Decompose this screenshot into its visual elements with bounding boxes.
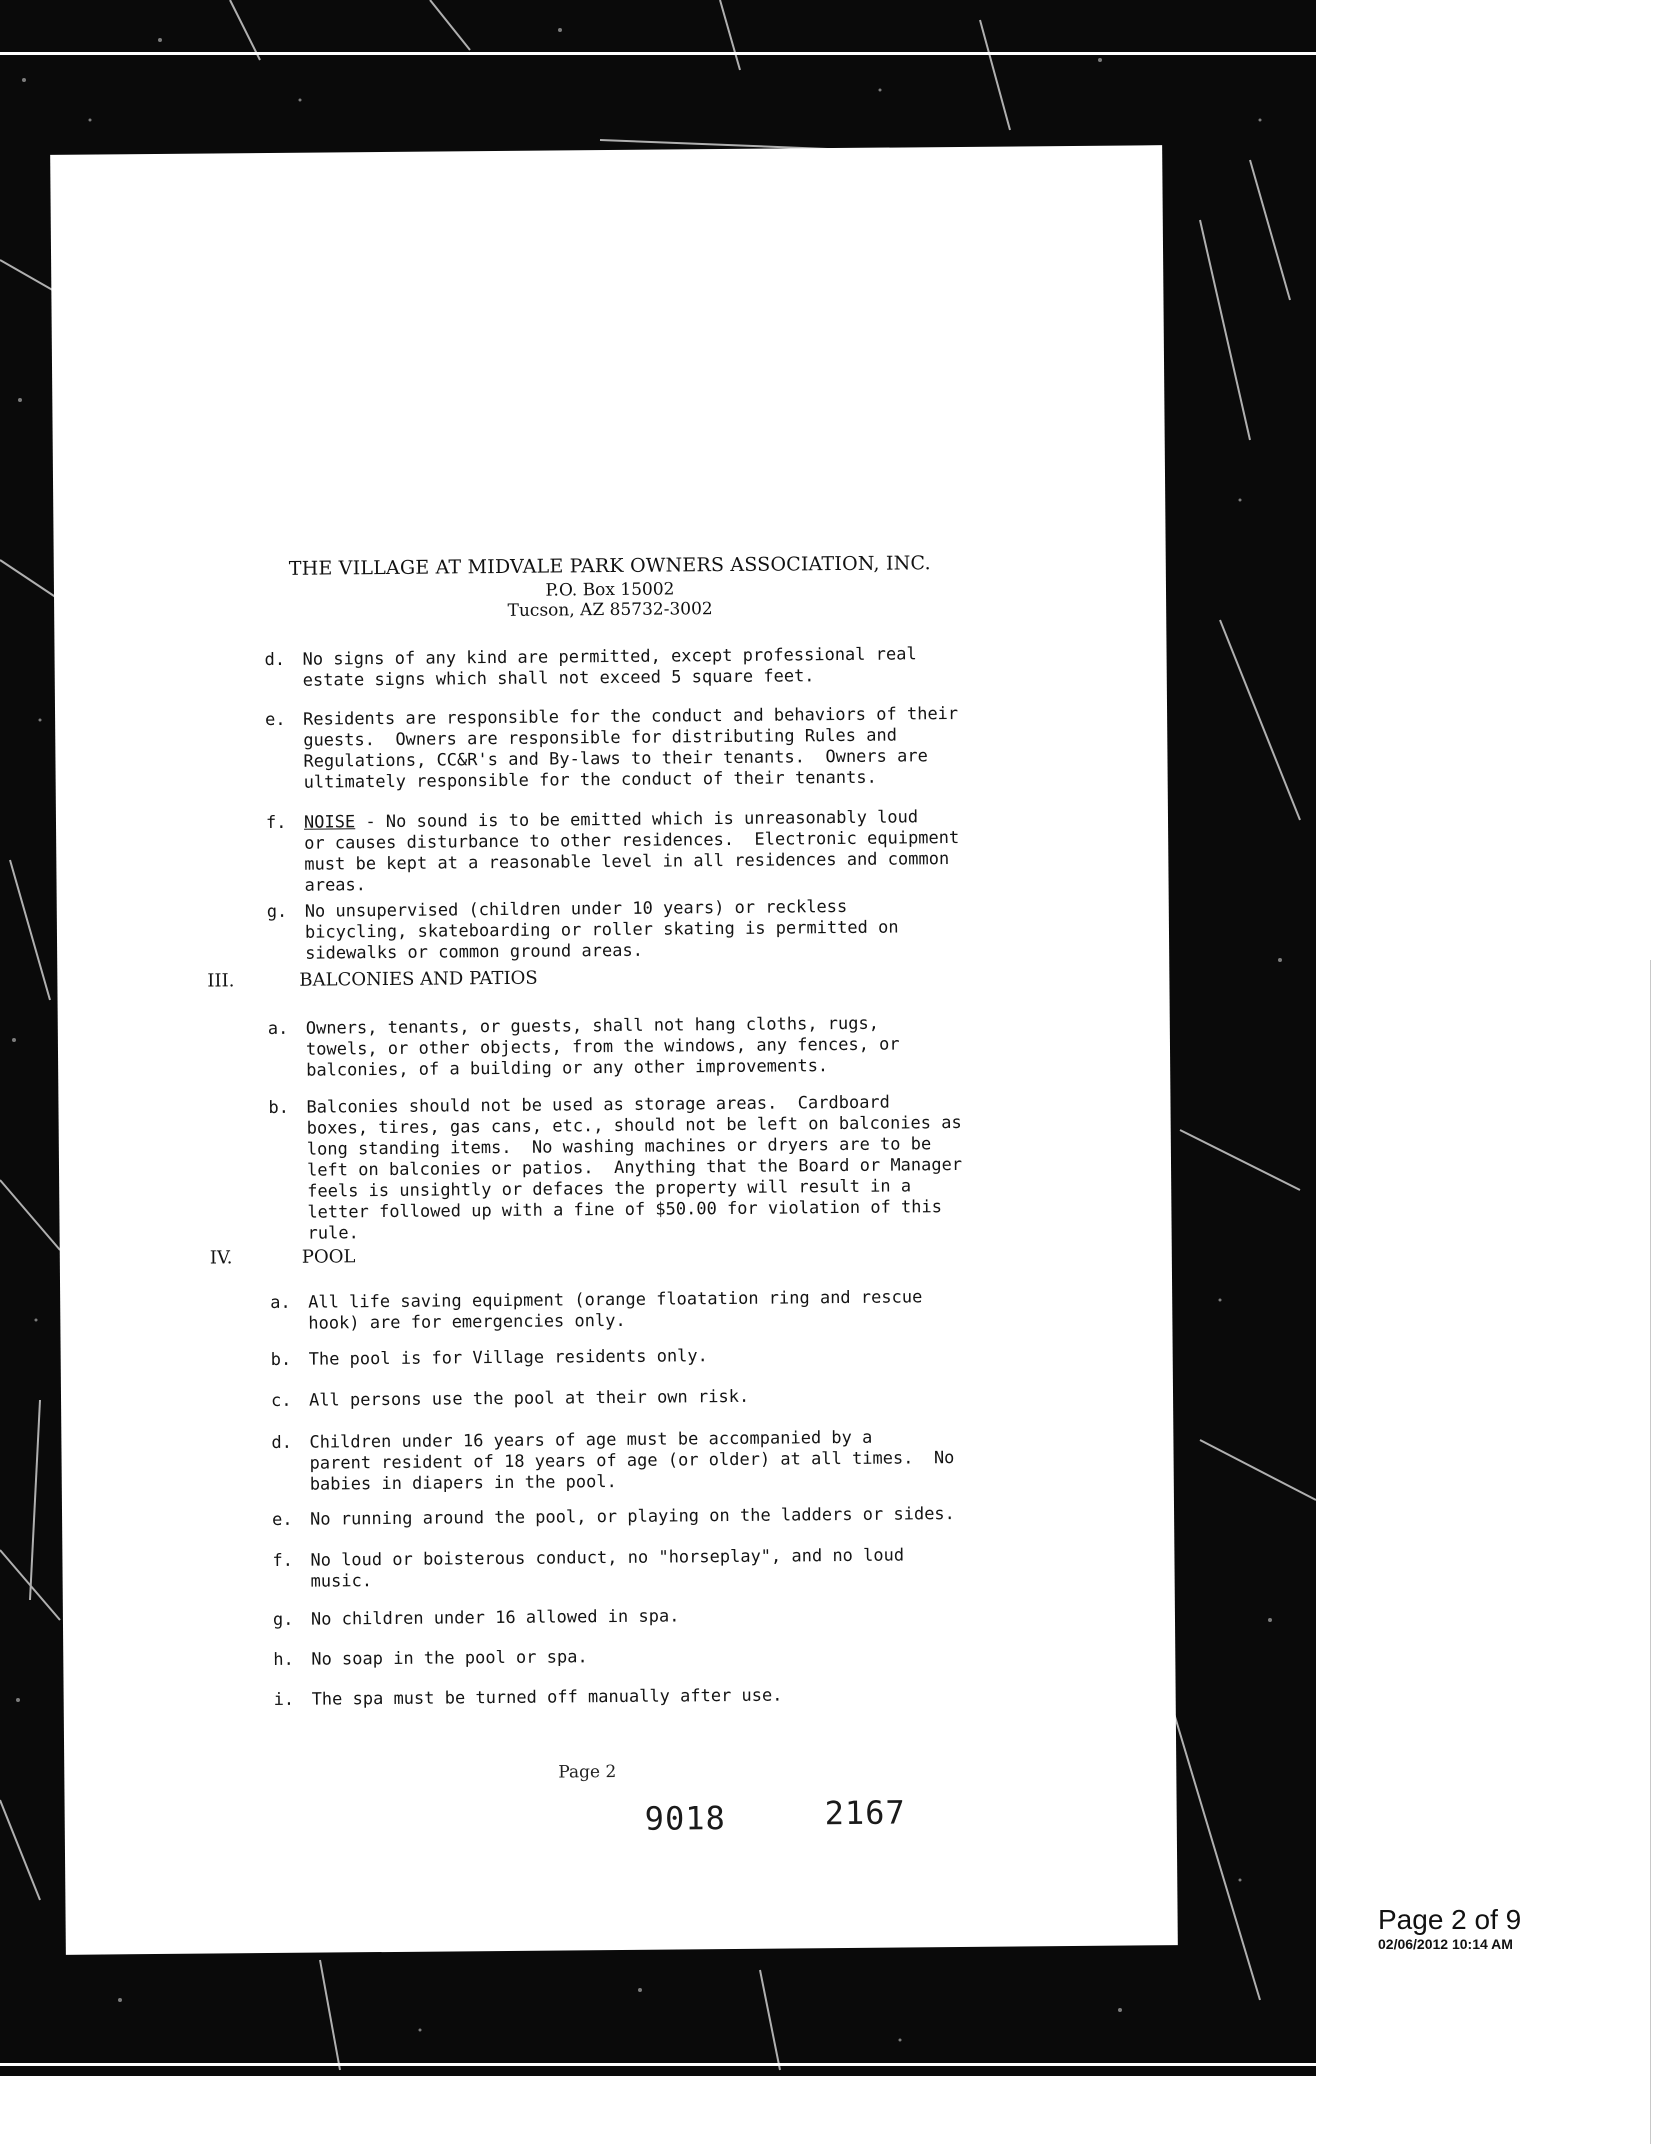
item-marker: e.	[272, 1509, 293, 1531]
rule-item: Owners, tenants, or guests, shall not hang cloths, rugs, towels, or other objects, from the windows, any fences, or balconies, of a building or any other improvements.	[305, 1013, 900, 1081]
rule-item: All persons use the pool at their own risk.	[308, 1386, 750, 1411]
item-marker: g.	[272, 1609, 294, 1630]
org-name: THE VILLAGE AT MIDVALE PARK OWNERS ASSOCIATION, INC.	[288, 552, 931, 580]
item-marker: g.	[266, 901, 288, 923]
print-timestamp: 02/06/2012 10:14 AM	[1378, 1936, 1513, 1952]
item-marker: c.	[270, 1390, 292, 1412]
page-count-label: Page 2 of 9	[1378, 1904, 1522, 1935]
po-box: P.O. Box 15002	[545, 579, 675, 601]
scan-edge-line-bottom	[0, 2063, 1316, 2066]
rule-item: All life saving equipment (orange floatation ring and rescue hook) are for emergencies only.	[308, 1287, 923, 1334]
rule-item-noise	[304, 807, 960, 897]
rule-item: No running around the pool, or playing on the ladders or sides.	[309, 1504, 955, 1530]
rule-item: The spa must be turned off manually after use.	[311, 1685, 783, 1710]
item-marker: b.	[268, 1097, 290, 1119]
section-title: POOL	[301, 1246, 356, 1268]
viewer-edge-line	[1650, 960, 1651, 2144]
scan-edge-line-top	[0, 52, 1316, 55]
recording-page: 2167	[824, 1793, 906, 1833]
item-marker: f.	[265, 812, 287, 834]
noise-heading: NOISE	[303, 812, 356, 833]
city-address: Tucson, AZ 85732-3002	[507, 599, 713, 621]
rule-item: No children under 16 allowed in spa.	[310, 1606, 680, 1630]
item-marker: b.	[270, 1349, 292, 1371]
rule-item: The pool is for Village residents only.	[308, 1346, 708, 1370]
document-sheet	[50, 145, 1178, 1955]
item-marker: i.	[273, 1689, 295, 1710]
noise-text: - No sound is to be emitted which is unreasonably loud or causes disturbance to other residences. Electronic equipment must be kept at a reasonable level in all residences and common areas.	[304, 807, 960, 896]
recording-number: 9018	[644, 1799, 726, 1838]
item-marker: a.	[270, 1292, 291, 1314]
item-marker: h.	[273, 1649, 294, 1670]
item-marker: e.	[265, 709, 286, 731]
rule-item: Balconies should not be used as storage areas. Cardboard boxes, tires, gas cans, etc., should not be left on balconies as long standing items. No washing machines or dryers are to be left on balconies or patios. Anything that the Board or Manager feels is unsightly or defaces the property will result in a letter followed up with a fine of $50.00 for violation of this rule.	[306, 1092, 963, 1244]
item-marker: f.	[272, 1550, 294, 1571]
item-marker: d.	[271, 1432, 292, 1454]
rule-item: No loud or boisterous conduct, no "horseplay", and no loud music.	[310, 1545, 905, 1592]
page-label: Page 2	[558, 1762, 617, 1783]
section-title: BALCONIES AND PATIOS	[299, 967, 538, 991]
rule-item: Residents are responsible for the conduct and behaviors of their guests. Owners are responsible for distributing Rules and Regulations, CC&R's and By-laws to their tenants. Owners are ultimately responsible for the conduct of their tenants.	[303, 703, 959, 793]
section-numeral: III.	[207, 970, 235, 992]
section-numeral: IV.	[209, 1247, 233, 1269]
rule-item: Children under 16 years of age must be accompanied by a parent resident of 18 years of age (or older) at all times. No babies in diapers in the pool.	[309, 1427, 955, 1495]
rule-item: No signs of any kind are permitted, except professional real estate signs which shall not exceed 5 square feet.	[302, 644, 917, 691]
item-marker: a.	[267, 1018, 289, 1040]
item-marker: d.	[264, 649, 286, 671]
rule-item: No unsupervised (children under 10 years) or reckless bicycling, skateboarding or roller skating is permitted on sidewalks or common ground areas.	[304, 896, 899, 964]
rule-item: No soap in the pool or spa.	[311, 1647, 588, 1670]
